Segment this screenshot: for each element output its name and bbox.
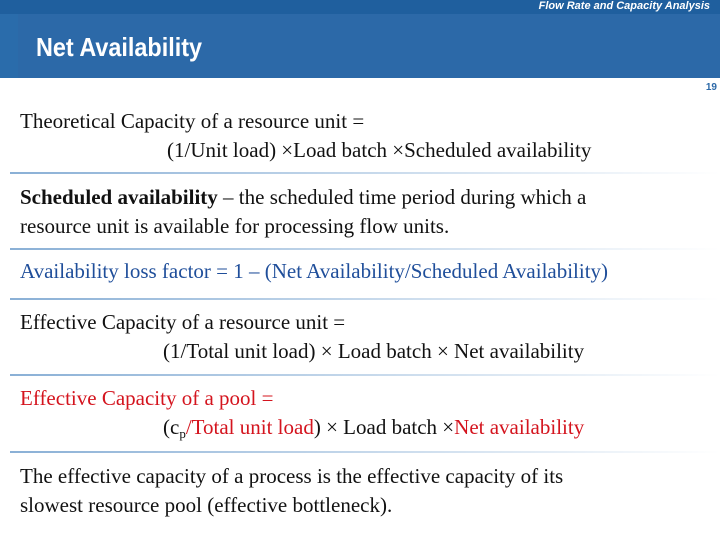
slide-title: Net Availability bbox=[36, 32, 203, 62]
effective-capacity-unit-line-1: Effective Capacity of a resource unit = bbox=[20, 310, 346, 334]
effective-capacity-pool-line-2 bbox=[20, 413, 584, 442]
divider-5 bbox=[10, 451, 720, 453]
scheduled-availability-definition: – the scheduled time period during which a bbox=[217, 185, 587, 209]
scheduled-availability-line-2: resource unit is available for processing flow units. bbox=[20, 214, 450, 238]
header-left-strip bbox=[0, 14, 18, 78]
availability-loss-line bbox=[20, 257, 608, 286]
divider-4 bbox=[10, 374, 720, 376]
paragraph-scheduled-availability bbox=[20, 183, 586, 241]
paragraph-effective-capacity-unit bbox=[20, 308, 584, 366]
effective-capacity-unit-line-2: (1/Total unit load) × Load batch × Net availability bbox=[163, 339, 585, 363]
theoretical-capacity-line-1: Theoretical Capacity of a resource unit = bbox=[20, 109, 365, 133]
process-capacity-line-1: The effective capacity of a process is the effective capacity of its bbox=[20, 464, 564, 488]
divider-2 bbox=[10, 248, 720, 250]
pool-formula-subscript: p bbox=[179, 426, 186, 441]
pool-formula-net-availability: Net availability bbox=[454, 415, 585, 439]
scheduled-availability-line-1 bbox=[20, 183, 586, 212]
paragraph-effective-capacity-pool bbox=[20, 384, 584, 442]
pool-formula-total-unit-load: /Total unit load bbox=[185, 415, 314, 439]
scheduled-availability-term: Scheduled availability bbox=[20, 185, 218, 209]
pool-formula-middle: ) × Load batch × bbox=[313, 415, 455, 439]
pool-formula-open: (c bbox=[163, 415, 180, 439]
availability-loss-text: Availability loss factor = 1 – (Net Availability/Scheduled Availability) bbox=[20, 259, 609, 283]
divider-1 bbox=[10, 172, 720, 174]
top-caption: Flow Rate and Capacity Analysis bbox=[538, 0, 710, 12]
process-capacity-line-2: slowest resource pool (effective bottleneck). bbox=[20, 493, 393, 517]
effective-capacity-pool-line-1: Effective Capacity of a pool = bbox=[20, 386, 274, 410]
theoretical-capacity-line-2: (1/Unit load) ×Load batch ×Scheduled availability bbox=[167, 138, 592, 162]
paragraph-process-capacity bbox=[20, 462, 563, 520]
divider-3 bbox=[10, 298, 720, 300]
paragraph-theoretical-capacity bbox=[20, 107, 591, 165]
page-number: 19 bbox=[705, 82, 717, 93]
paragraph-availability-loss bbox=[20, 257, 608, 286]
